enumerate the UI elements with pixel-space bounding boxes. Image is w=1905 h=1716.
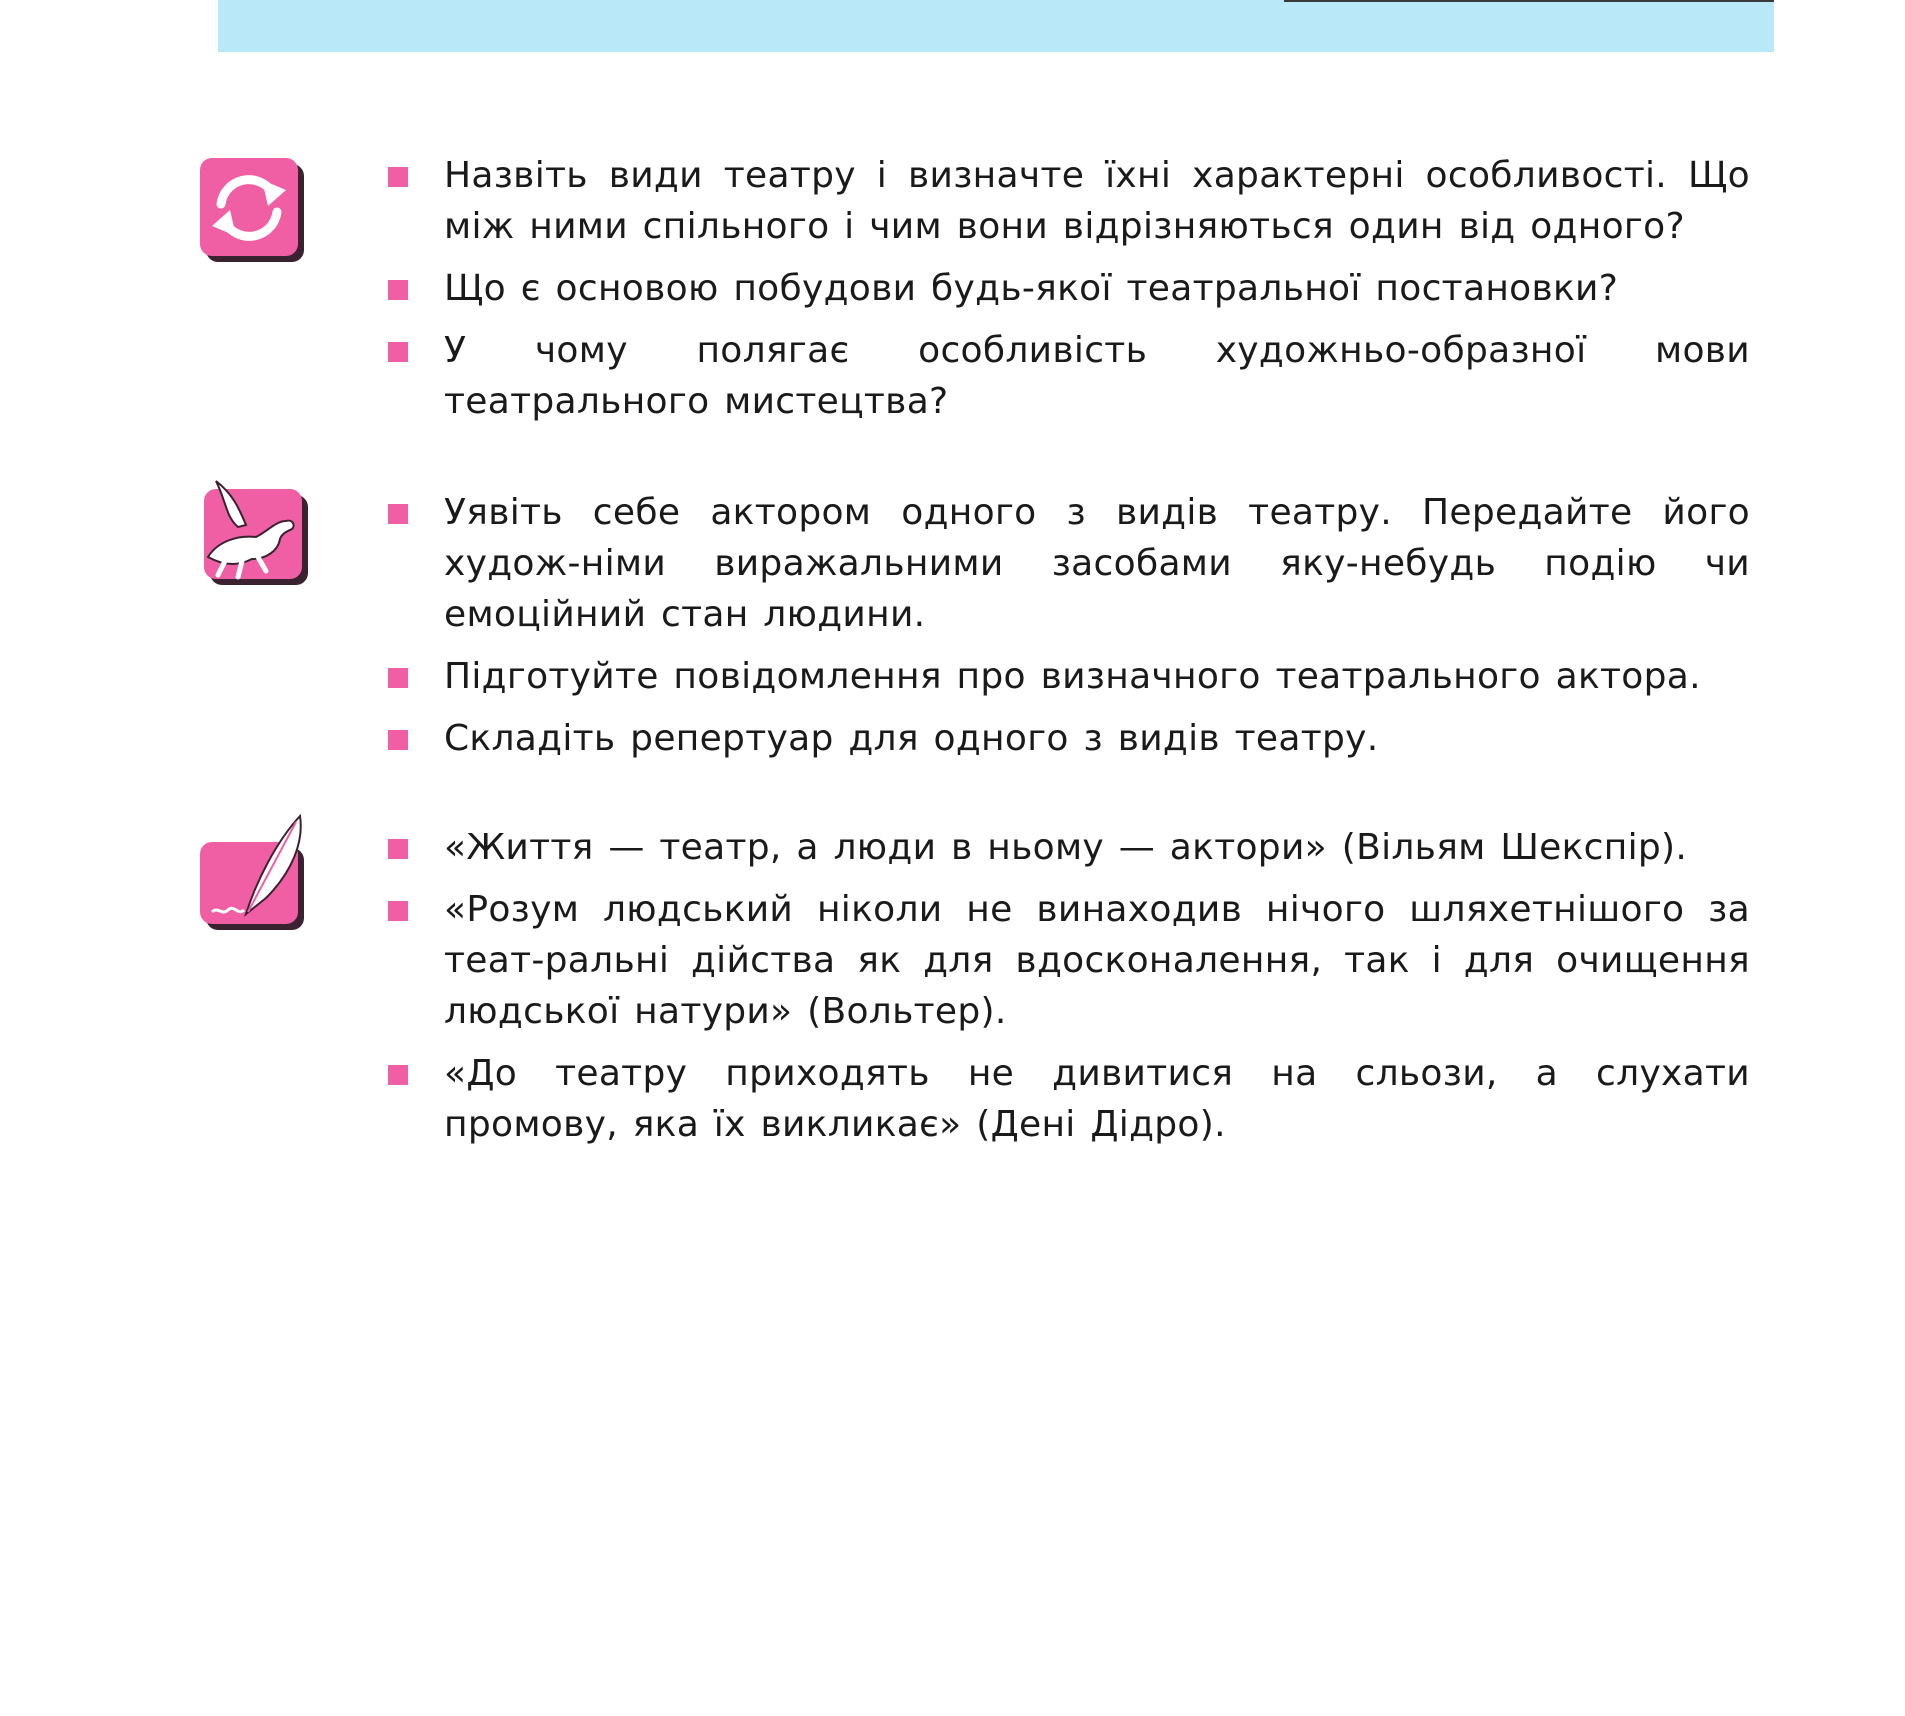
pegasus-icon bbox=[196, 471, 316, 591]
bullet-square-icon bbox=[388, 1065, 408, 1085]
list-item bbox=[388, 651, 1750, 702]
quill-pen-icon bbox=[196, 812, 316, 932]
bullet-square-icon bbox=[388, 280, 408, 300]
bullet-square-icon bbox=[388, 342, 408, 362]
item-text: Назвіть види театру і визначте їхні характерні особливості. Що між ними спільного і чим вони відрізняються один від одного? bbox=[444, 155, 1750, 247]
item-text: У чому полягає особливість художньо-образної мови театрального мистецтва? bbox=[444, 330, 1750, 422]
item-text: «До театру приходять не дивитися на сльози, а слухати промову, яка їх викликає» (Дені Дідро). bbox=[444, 1053, 1750, 1145]
bullet-square-icon bbox=[388, 730, 408, 750]
refresh-arrows-icon bbox=[196, 154, 316, 274]
item-text: Уявіть себе актором одного з видів театру. Передайте його худож-німи виражальними засобами яку-небудь подію чи емоційний стан людини. bbox=[444, 492, 1750, 635]
item-text: Підготуйте повідомлення про визначного театрального актора. bbox=[444, 656, 1701, 697]
item-text: Що є основою побудови будь-якої театральної постановки? bbox=[444, 268, 1619, 309]
header-rule bbox=[1284, 0, 1774, 2]
bullet-square-icon bbox=[388, 839, 408, 859]
item-text: Складіть репертуар для одного з видів театру. bbox=[444, 718, 1379, 759]
list-item bbox=[388, 487, 1750, 640]
list-item bbox=[388, 150, 1750, 252]
item-text: «Життя — театр, а люди в ньому — актори» (Вільям Шекспір). bbox=[444, 827, 1688, 868]
list-item bbox=[388, 263, 1750, 314]
bullet-square-icon bbox=[388, 901, 408, 921]
quotes-list bbox=[388, 822, 1750, 1161]
list-item bbox=[388, 1048, 1750, 1150]
bullet-square-icon bbox=[388, 167, 408, 187]
list-item bbox=[388, 884, 1750, 1037]
list-item bbox=[388, 325, 1750, 427]
list-item bbox=[388, 822, 1750, 873]
bullet-square-icon bbox=[388, 504, 408, 524]
header-band bbox=[218, 0, 1774, 52]
item-text: «Розум людський ніколи не винаходив нічого шляхетнішого за теат-ральні дійства як для вдосконалення, так і для очищення людської натури» (Вольтер). bbox=[444, 889, 1750, 1032]
review-questions-list bbox=[388, 150, 1750, 438]
creative-tasks-list bbox=[388, 487, 1750, 775]
list-item bbox=[388, 713, 1750, 764]
bullet-square-icon bbox=[388, 668, 408, 688]
